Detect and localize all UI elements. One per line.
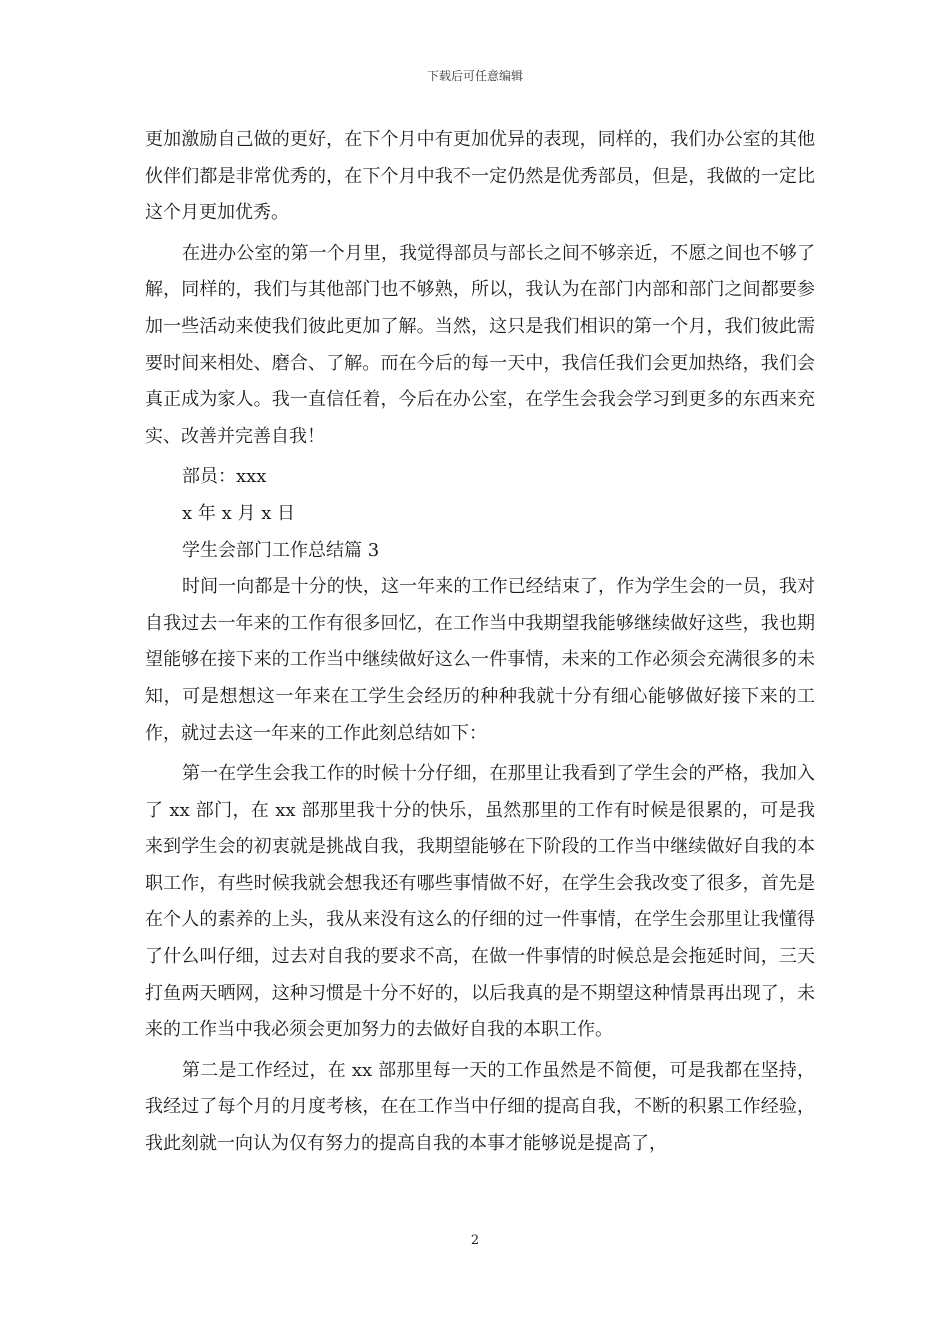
paragraph-year-summary-intro: 时间一向都是十分的快，这一年来的工作已经结束了，作为学生会的一员，我对自我过去一年来的工作有很多回忆，在工作当中我期望我能够继续做好这些，我也期望能够在接下来的工作当中继续做好这么一件事情，未来的工作必须会充满很多的未知，可是想想这一年来在工学生会经历的种种我就十分有细心能够做好接下来的工作，就过去这一年来的工作此刻总结如下：: [145, 576, 815, 744]
signature-line: 部员：xxx: [182, 466, 267, 488]
paragraph-first-point: 第一在学生会我工作的时候十分仔细，在那里让我看到了学生会的严格，我加入了 xx 部门，在 xx 部那里我十分的快乐，虽然那里的工作有时候是很累的，可是我来到学生会的初衷就是挑战自我，我期望能够在下阶段的工作当中继续做好自我的本职工作，有些时候我就会想我还有哪些事情做不好，在学生会我改变了很多，首先是在个人的素养的上头，我从来没有这么的仔细的过一件事情，在学生会那里让我懂得了什么叫仔细，过去对自我的要求不高，在做一件事情的时候总是会拖延时间，三天打鱼两天晒网，这种习惯是十分不好的，以后我真的是不期望这种情景再出现了，未来的工作当中我必须会更加努力的去做好自我的本职工作。: [145, 763, 815, 1041]
page-number: 2: [470, 1233, 480, 1248]
section-title: 学生会部门工作总结篇 3: [182, 539, 380, 561]
paragraph-second-point: 第二是工作经过，在 xx 部那里每一天的工作虽然是不简便，可是我都在坚持，我经过了每个月的月度考核，在在工作当中仔细的提高自我，不断的积累工作经验，我此刻就一向认为仅有努力的提高自我的本事才能够说是提高了，: [145, 1059, 815, 1155]
paragraph-office-first-month: 在进办公室的第一个月里，我觉得部员与部长之间不够亲近，不愿之间也不够了解，同样的，我们与其他部门也不够熟，所以，我认为在部门内部和部门之间都要参加一些活动来使我们彼此更加了解。当然，这只是我们相识的第一个月，我们彼此需要时间来相处、磨合、了解。而在今后的每一天中，我信任我们会更加热络，我们会真正成为家人。我一直信任着，今后在办公室，在学生会我会学习到更多的东西来充实、改善并完善自我！: [145, 242, 815, 447]
document-body: [145, 122, 815, 1163]
page-header-note: 下载后可任意编辑: [426, 69, 523, 83]
paragraph-continuation: 更加激励自己做的更好，在下个月中有更加优异的表现，同样的，我们办公室的其他伙伴们都是非常优秀的，在下个月中我不一定仍然是优秀部员，但是，我做的一定比这个月更加优秀。: [145, 129, 815, 224]
date-line: x 年 x 月 x 日: [182, 502, 296, 524]
